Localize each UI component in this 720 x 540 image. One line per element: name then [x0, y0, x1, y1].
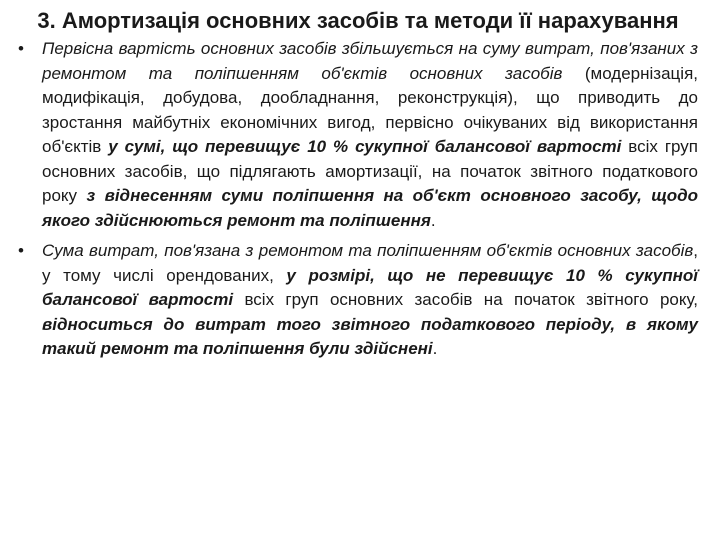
bullet-list [18, 37, 698, 362]
bullet-text-segment: всіх груп основних засобів, що підлягають амортизації, на початок звітного податкового року [42, 137, 699, 205]
bullet-text-segment: . [430, 210, 436, 230]
bullet-text-segment: з віднесенням суми поліпшення на об'єкт основного засобу, щодо якого здійснюються ремонт та поліпшення [42, 186, 698, 230]
bullet-text-segment: відноситься до витрат того звітного податкового періоду, в якому такий ремонт та поліпшення були здійснені [42, 314, 698, 358]
bullet-text-segment: , у тому числі орендованих, [42, 241, 698, 285]
bullet-text-segment: (модернізація, модифікація, добудова, дообладнання, реконструкція), що приводить до зростання майбутніх економічних вигод, первісно очікуваних від використання об'єктів [42, 63, 698, 156]
slide-title: 3. Амортизація основних засобів та методи її нарахування [37, 8, 679, 33]
bullet-marker: • [18, 241, 24, 260]
bullet-marker: • [18, 39, 24, 58]
bullet-text-segment: Первісна вартість основних засобів збільшується на суму витрат, пов'язаних з ремонтом та поліпшенням об'єктів основних засобів [42, 39, 698, 83]
bullet-text-segment: . [432, 339, 438, 358]
bullet-item [18, 37, 698, 233]
bullet-text-segment: у сумі, що перевищує 10 % сукупної балансової вартості [108, 137, 622, 156]
bullet-item [18, 239, 698, 362]
bullet-text-segment: всіх груп основних засобів на початок звітного року, [233, 290, 699, 309]
bullet-text-segment: у розмірі, що не перевищує 10 % сукупної балансової вартості [42, 265, 698, 309]
bullet-text-segment: Сума витрат, пов'язана з ремонтом та поліпшенням об'єктів основних засобів [42, 241, 694, 260]
